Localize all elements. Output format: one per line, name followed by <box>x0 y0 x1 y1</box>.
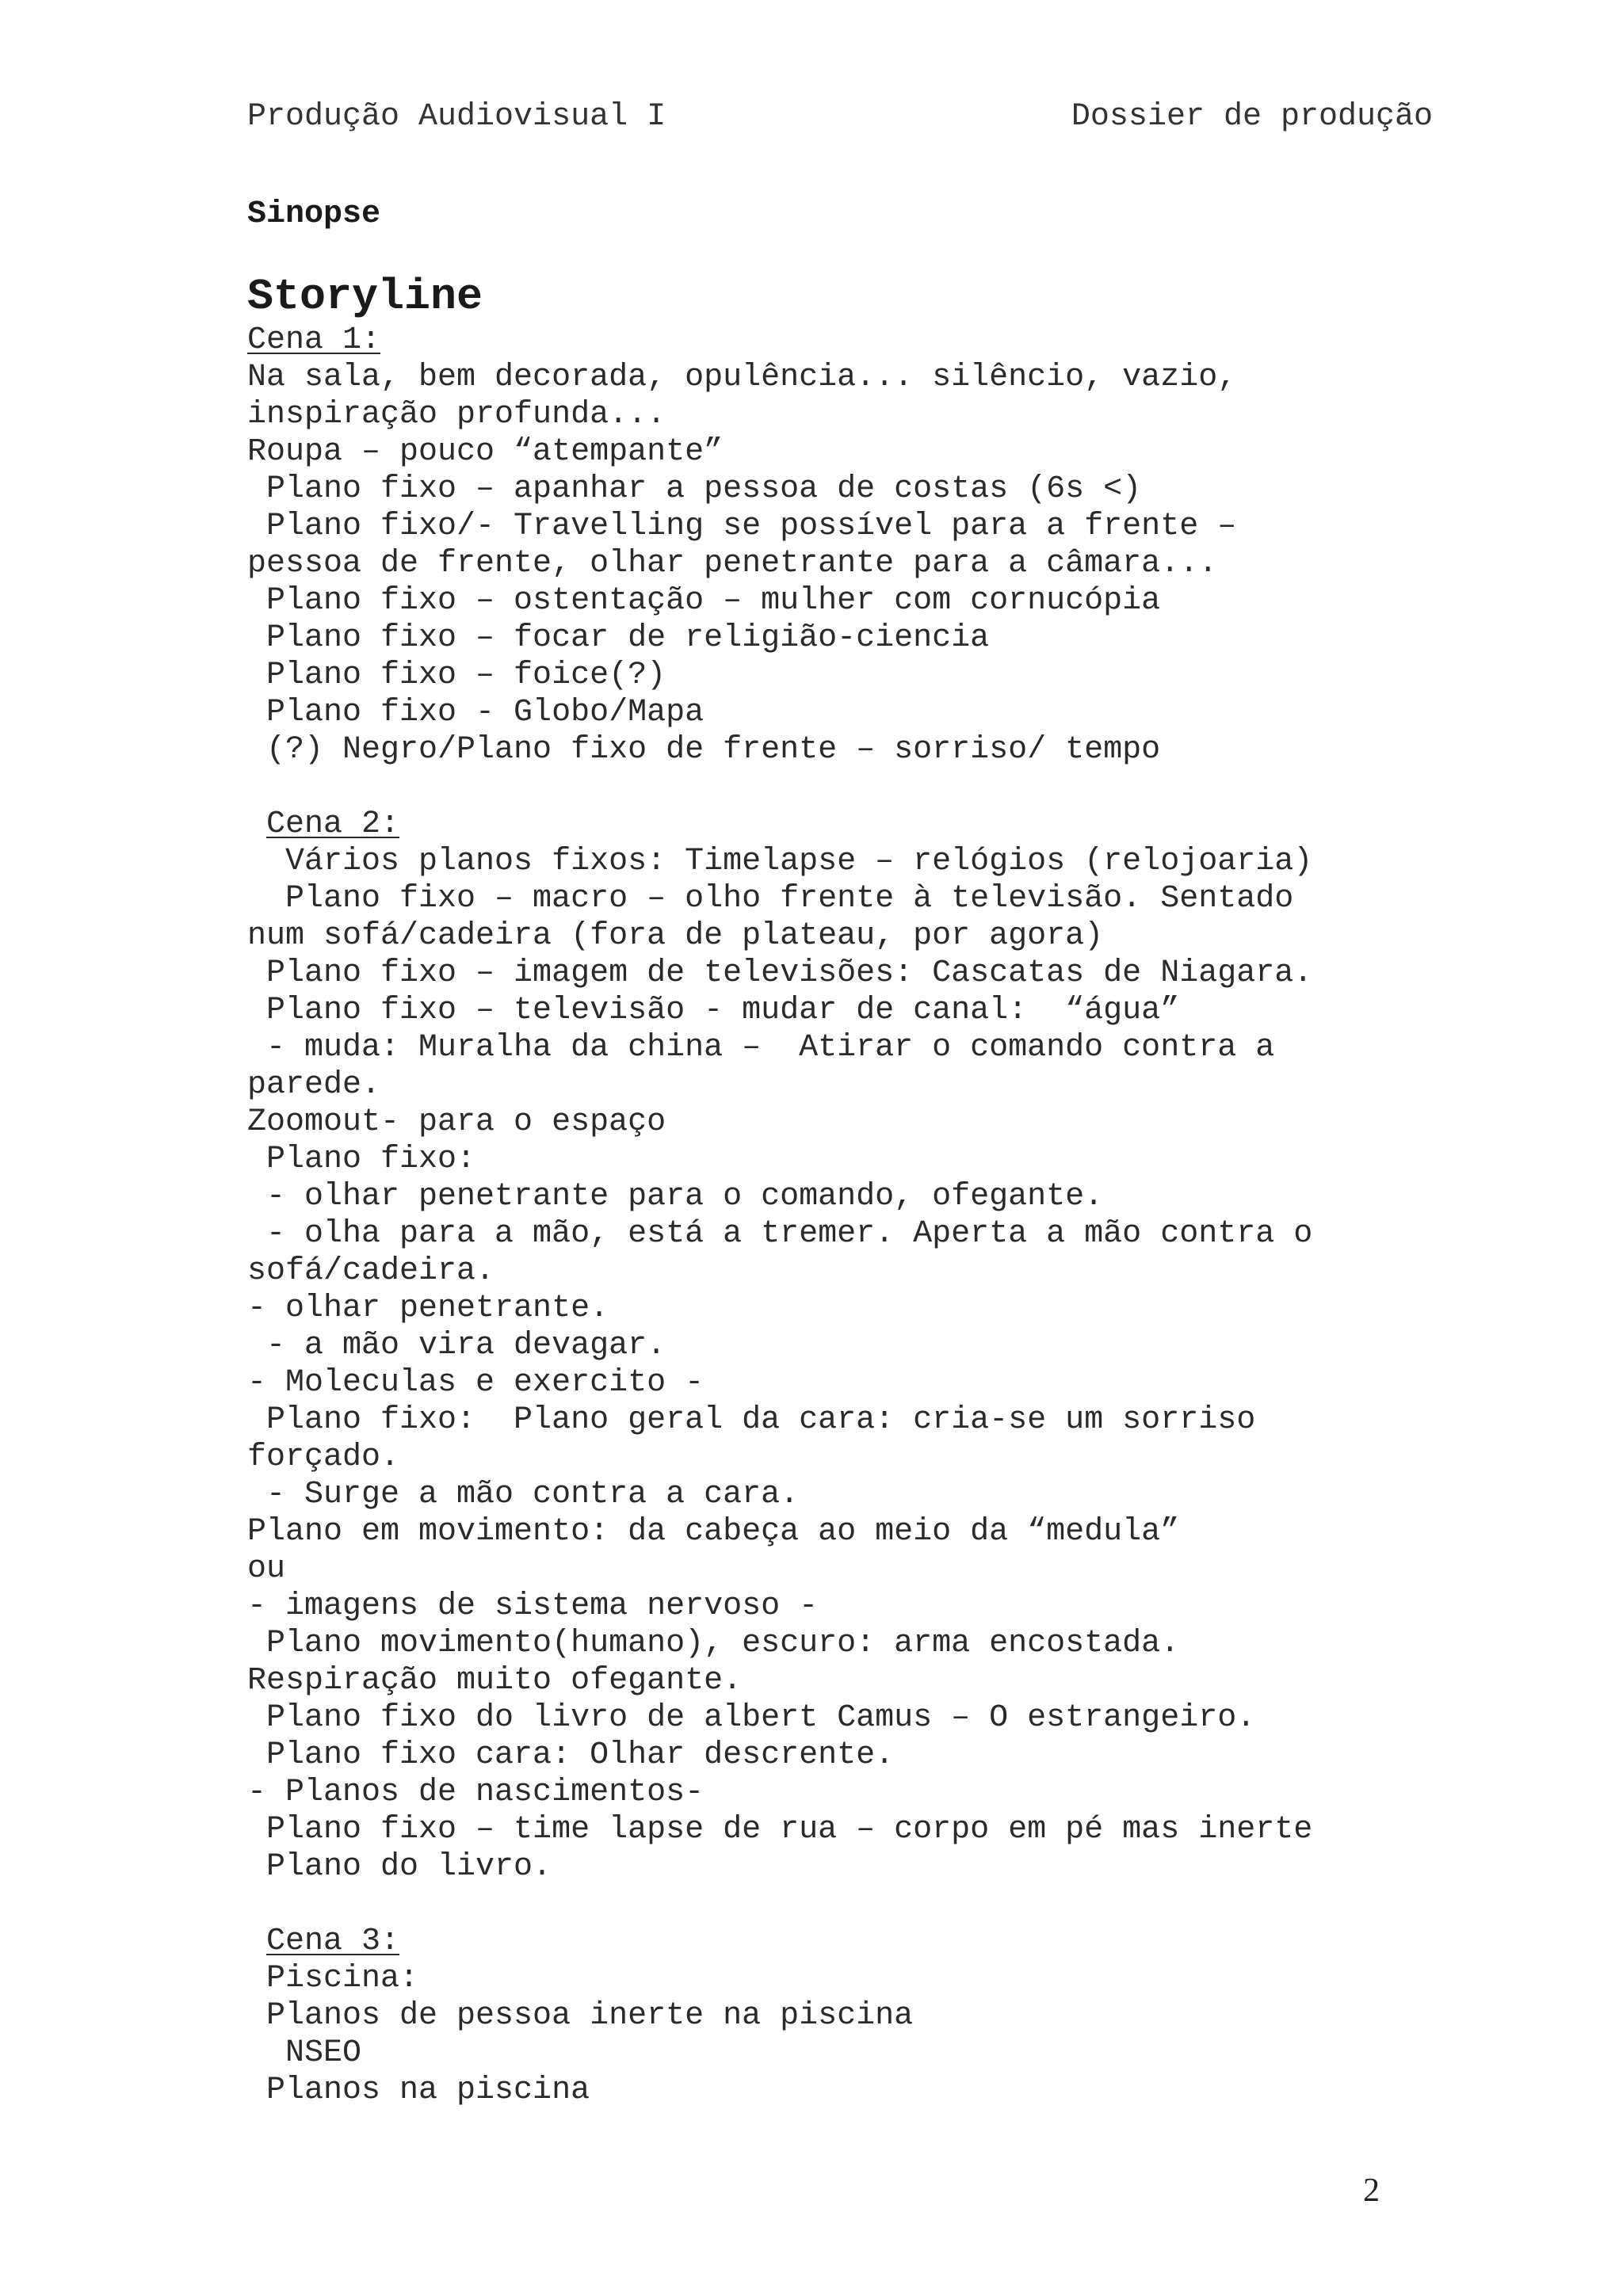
text-line: Zoomout- para o espaço <box>247 1104 666 1140</box>
text-line: num sofá/cadeira (fora de plateau, por agora) <box>247 918 1104 954</box>
text-line: Plano fixo – time lapse de rua – corpo em pé mas inerte <box>247 1812 1313 1848</box>
text-line: Plano fixo do livro de albert Camus – O estrangeiro. <box>247 1700 1256 1736</box>
text-line <box>247 769 1436 806</box>
text-line: Plano movimento(humano), escuro: arma encostada. <box>247 1626 1180 1661</box>
text-line: - Planos de nascimentos- <box>247 1775 705 1810</box>
scene-heading-label: Cena 2: <box>266 807 400 842</box>
text-line: - Moleculas e exercito - <box>247 1365 705 1401</box>
text-line: Plano fixo – macro – olho frente à televisão. Sentado <box>247 881 1294 917</box>
text-line: Plano fixo – ostentação – mulher com cornucópia <box>247 583 1161 619</box>
text-line: Plano fixo/- Travelling se possível para a frente – <box>247 509 1237 544</box>
scene-heading <box>247 322 1436 359</box>
text-line <box>247 1886 1436 1923</box>
storyline-body <box>247 322 1436 2109</box>
text-line: - a mão vira devagar. <box>247 1328 666 1363</box>
text-line: Plano em movimento: da cabeça ao meio da “medula” <box>247 1514 1180 1550</box>
scene-heading <box>247 806 1436 843</box>
text-line: Vários planos fixos: Timelapse – relógios (relojoaria) <box>247 844 1313 879</box>
text-line: - imagens de sistema nervoso - <box>247 1589 819 1624</box>
text-line: Plano fixo – apanhar a pessoa de costas (6s <) <box>247 471 1142 507</box>
text-line: Planos de pessoa inerte na piscina <box>247 1998 914 2034</box>
text-line: Plano fixo cara: Olhar descrente. <box>247 1737 895 1773</box>
text-line: Plano fixo – televisão - mudar de canal: “água” <box>247 993 1180 1028</box>
page-title: Storyline <box>247 272 483 322</box>
text-line: Plano fixo – focar de religião-ciencia <box>247 620 990 656</box>
text-line: Plano fixo – foice(?) <box>247 658 666 693</box>
text-line: - olha para a mão, está a tremer. Aperta a mão contra o <box>247 1216 1313 1252</box>
text-line: Plano fixo - Globo/Mapa <box>247 695 705 730</box>
header-document-title: Dossier de produção <box>1071 99 1433 135</box>
scene-heading <box>247 1923 1436 1960</box>
text-line: Plano fixo – imagem de televisões: Cascatas de Niagara. <box>247 955 1313 991</box>
text-line: inspiração profunda... <box>247 397 666 433</box>
text-line: parede. <box>247 1067 381 1103</box>
text-line: NSEO <box>247 2035 362 2071</box>
page-number: 2 <box>1363 2172 1380 2209</box>
text-line: Roupa – pouco “atempante” <box>247 434 724 470</box>
text-line: - Surge a mão contra a cara. <box>247 1477 800 1512</box>
text-line: ou <box>247 1551 286 1587</box>
text-line: sofá/cadeira. <box>247 1253 495 1289</box>
text-line: Respiração muito ofegante. <box>247 1663 743 1699</box>
page-header <box>247 93 1433 141</box>
text-line: Piscina: <box>247 1961 419 1997</box>
section-label: Sinopse <box>247 196 381 232</box>
text-line: - olhar penetrante para o comando, ofegante. <box>247 1179 1104 1215</box>
header-course-title: Produção Audiovisual I <box>247 99 666 135</box>
text-line: - muda: Muralha da china – Atirar o comando contra a <box>247 1030 1275 1066</box>
scene-heading-label: Cena 1: <box>247 322 381 358</box>
text-line: - olhar penetrante. <box>247 1291 609 1326</box>
text-line: forçado. <box>247 1440 400 1475</box>
text-line: Planos na piscina <box>247 2073 590 2108</box>
scene-heading-label: Cena 3: <box>266 1924 400 1959</box>
text-line: Na sala, bem decorada, opulência... silêncio, vazio, <box>247 360 1237 395</box>
text-line: Plano fixo: Plano geral da cara: cria-se um sorriso <box>247 1402 1256 1438</box>
text-line: Plano do livro. <box>247 1849 552 1885</box>
text-line: (?) Negro/Plano fixo de frente – sorriso/ tempo <box>247 732 1161 768</box>
text-line: pessoa de frente, olhar penetrante para a câmara... <box>247 546 1218 582</box>
text-line: Plano fixo: <box>247 1142 476 1177</box>
